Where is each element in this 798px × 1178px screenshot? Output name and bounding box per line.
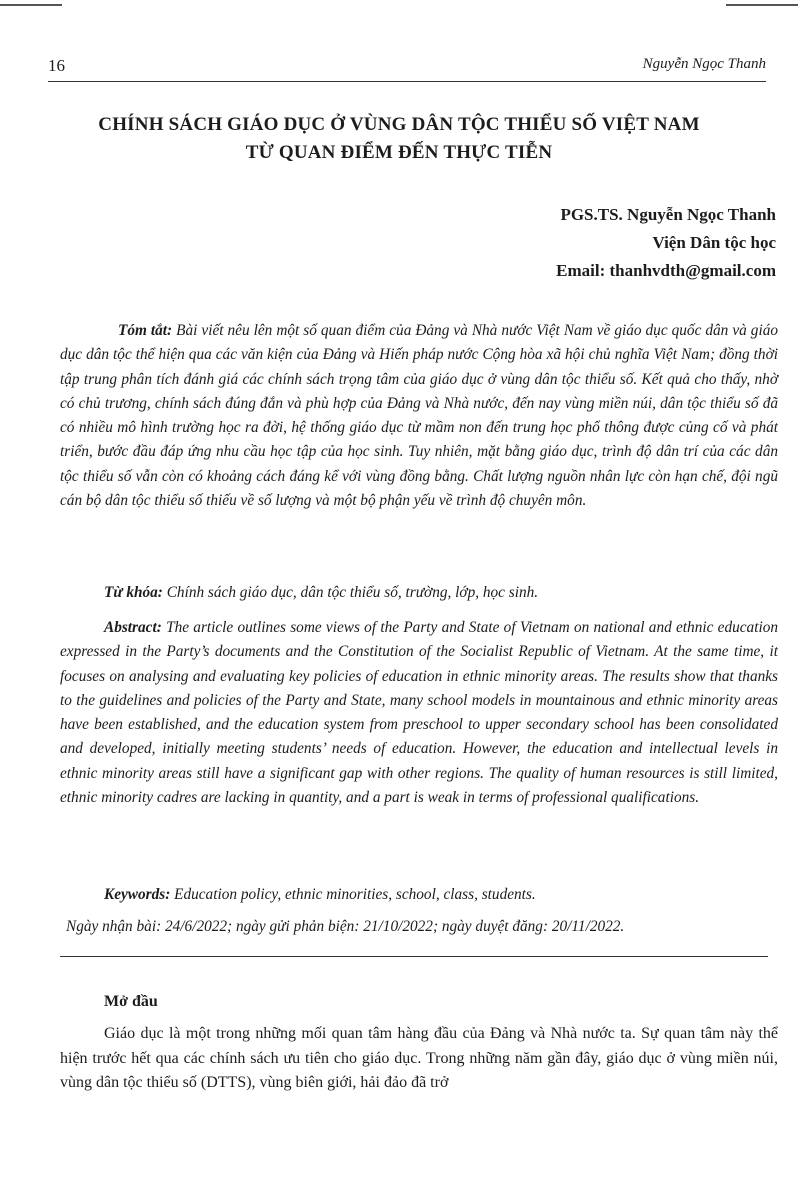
keywords-en bbox=[60, 883, 778, 907]
title-line-2: TỪ QUAN ĐIỂM ĐẾN THỰC TIỄN bbox=[245, 142, 553, 163]
keywords-vi-label: Từ khóa: bbox=[104, 584, 163, 601]
keywords-vi-text: Chính sách giáo dục, dân tộc thiểu số, trường, lớp, học sinh. bbox=[162, 584, 539, 601]
submission-dates: Ngày nhận bài: 24/6/2022; ngày gửi phản biện: 21/10/2022; ngày duyệt đăng: 20/11/2022. bbox=[66, 918, 625, 935]
top-edge-mark-right bbox=[726, 4, 798, 6]
top-edge-mark-left bbox=[0, 4, 62, 6]
author-affiliation: Viện Dân tộc học bbox=[652, 233, 776, 252]
running-author: Nguyễn Ngọc Thanh bbox=[642, 56, 766, 72]
author-name: PGS.TS. Nguyễn Ngọc Thanh bbox=[560, 205, 776, 224]
abstract-en-text: The article outlines some views of the Party and State of Vietnam on national and ethnic education expressed in the Party’s documents and the Constitution of the Socialist Republic of Vietnam. At the same time, it focuses on analysing and evaluating key policies of education in ethnic minority areas. The results show that thanks to the guidelines and policies of the Party and State, many school models in mountainous and ethnic minority areas have been established, and the education system from preschool to upper secondary school has been consolidated and developed, initially meeting students’ needs of education. However, the education and intellectual levels in ethnic minority areas still have a significant gap with other regions. The quality of human resources is still limited, ethnic minority cadres are lacking in quantity, and a part is weak in terms of professional qualifications. bbox=[60, 619, 778, 807]
section-heading: Mở đầu bbox=[104, 993, 158, 1010]
keywords-en-label: Keywords: bbox=[104, 886, 171, 903]
page-number: 16 bbox=[48, 56, 65, 75]
abstract-en-label: Abstract: bbox=[104, 619, 162, 636]
keywords-en-text: Education policy, ethnic minorities, school, class, students. bbox=[170, 886, 536, 903]
header-rule bbox=[48, 81, 766, 82]
abstract-vi-text: Bài viết nêu lên một số quan điểm của Đảng và Nhà nước Việt Nam về giáo dục quốc dân và giáo dục dân tộc thể hiện qua các văn kiện của Đảng và Hiến pháp nước Cộng hòa xã hội chủ nghĩa Việt Nam; đồng thời tập trung phân tích đánh giá các chính sách trọng tâm của giáo dục ở vùng dân tộc thiểu số. Kết quả cho thấy, nhờ có chủ trương, chính sách đúng đắn và phù hợp của Đảng và Nhà nước, đến nay vùng miền núi, dân tộc thiểu số đã có nhiều mô hình trường học ra đời, hệ thống giáo dục từ mầm non đến trung học phổ thông được củng cố và phát triển, bước đầu đáp ứng nhu cầu học tập của học sinh. Tuy nhiên, mặt bằng giáo dục, trình độ dân trí của các dân tộc thiểu số vẫn còn có khoảng cách đáng kể với vùng đồng bằng. Chất lượng nguồn nhân lực còn hạn chế, đội ngũ cán bộ dân tộc thiểu số thiếu về số lượng và một bộ phận yếu về trình độ chuyên môn. bbox=[60, 322, 778, 510]
abstract-en bbox=[60, 616, 778, 810]
section-separator bbox=[60, 956, 768, 957]
body-paragraph: Giáo dục là một trong những mối quan tâm hàng đầu của Đảng và Nhà nước ta. Sự quan tâm này thể hiện trước hết qua các chính sách ưu tiên cho giáo dục. Trong những năm gần đây, giáo dục ở vùng miền núi, vùng dân tộc thiểu số (DTTS), vùng biên giới, hải đảo đã trở bbox=[60, 1025, 778, 1091]
author-byline bbox=[556, 201, 776, 285]
title-line-1: CHÍNH SÁCH GIÁO DỤC Ở VÙNG DÂN TỘC THIỂU SỐ VIỆT NAM bbox=[98, 114, 700, 135]
page-header bbox=[48, 56, 766, 82]
abstract-vi bbox=[60, 319, 778, 513]
keywords-vi bbox=[60, 581, 778, 605]
article-title bbox=[30, 111, 768, 167]
author-email: Email: thanhvdth@gmail.com bbox=[556, 261, 776, 280]
abstract-vi-label: Tóm tắt: bbox=[118, 322, 173, 339]
